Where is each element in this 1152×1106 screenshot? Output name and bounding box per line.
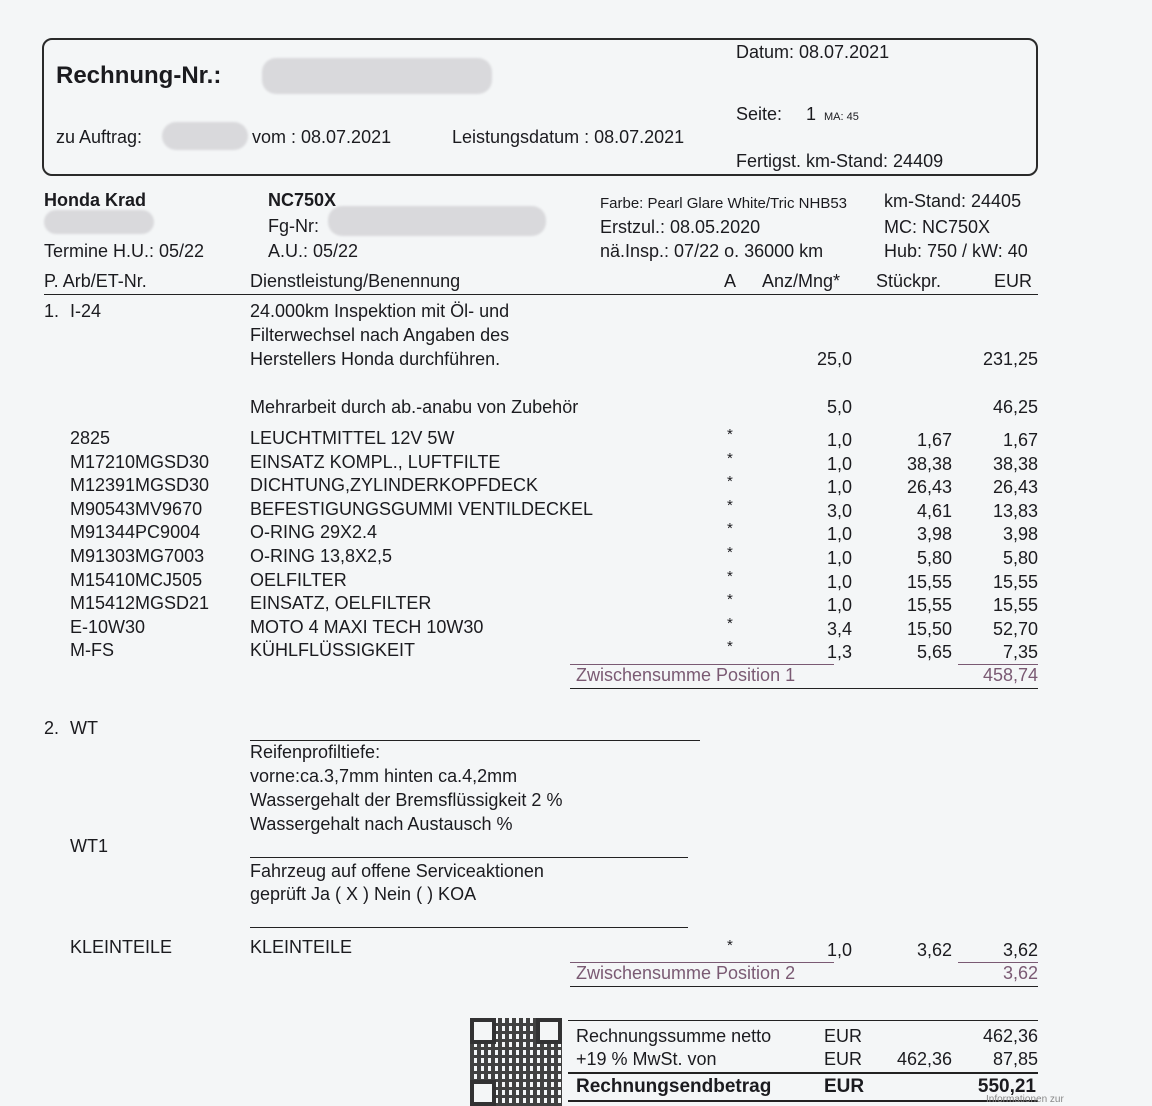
vat-amount: 87,85 (992, 1049, 1038, 1069)
pos1-extra-desc: Mehrarbeit durch ab.-anabu von Zubehör (250, 397, 579, 417)
service-date: Leistungsdatum : 08.07.2021 (452, 127, 685, 147)
part-number: M91344PC9004 (70, 522, 201, 542)
service-action-line: Fahrzeug auf offene Serviceaktionen (250, 861, 544, 881)
invoice-date: Datum: 08.07.2021 (736, 42, 890, 62)
subtotal1-bottom-rule (570, 688, 1038, 689)
part-number: M-FS (70, 640, 114, 660)
pos2-line: Reifenprofiltiefe: (250, 742, 381, 762)
page-number: 1 (806, 104, 817, 124)
next-inspection: nä.Insp.: 07/22 o. 36000 km (600, 241, 824, 261)
part-unit-price: 38,38 (906, 454, 952, 474)
part-unit-price: 4,61 (916, 501, 952, 521)
grand-total-currency: EUR (824, 1076, 865, 1097)
pos1-desc-line: Herstellers Honda durchführen. (250, 349, 501, 369)
pos1-quantity: 25,0 (816, 349, 852, 369)
small-parts-amount: 3,62 (1002, 940, 1038, 960)
part-description: MOTO 4 MAXI TECH 10W30 (250, 617, 484, 637)
totals-top-rule (568, 1020, 1038, 1021)
part-unit-price: 15,50 (906, 619, 952, 639)
part-marker: * (727, 591, 733, 608)
small-parts-unit-price: 3,62 (916, 940, 952, 960)
completion-mileage: Fertigst. km-Stand: 24409 (736, 151, 944, 171)
col-position: P. Arb/ET-Nr. (44, 271, 147, 291)
part-number: M12391MGSD30 (70, 475, 210, 495)
grand-total-amount: 550,21 (977, 1076, 1036, 1097)
col-unit-price: Stückpr. (876, 271, 942, 291)
order-label: zu Auftrag: (56, 127, 143, 147)
col-eur: EUR (994, 271, 1033, 291)
service-rule (250, 927, 688, 928)
grand-total-label: Rechnungsendbetrag (576, 1076, 772, 1097)
small-parts-number: KLEINTEILE (70, 937, 173, 957)
small-parts-quantity: 1,0 (826, 940, 852, 960)
vat-label: +19 % MwSt. von (576, 1049, 717, 1069)
part-description: LEUCHTMITTEL 12V 5W (250, 428, 455, 448)
part-amount: 1,67 (1002, 430, 1038, 450)
part-amount: 15,55 (992, 572, 1038, 592)
vehicle-color: Farbe: Pearl Glare White/Tric NHB53 (600, 195, 848, 212)
part-unit-price: 5,80 (916, 548, 952, 568)
net-total-currency: EUR (824, 1026, 863, 1046)
au-deadline: A.U.: 05/22 (268, 241, 359, 261)
part-unit-price: 3,98 (916, 524, 952, 544)
mileage: km-Stand: 24405 (884, 191, 1022, 211)
pos2-line: vorne:ca.3,7mm hinten ca.4,2mm (250, 766, 518, 786)
part-description: O-RING 13,8X2,5 (250, 546, 393, 566)
part-amount: 13,83 (992, 501, 1038, 521)
redacted-chassis-number (328, 206, 546, 236)
part-quantity: 1,0 (826, 430, 852, 450)
subtotal2-amount: 3,62 (1002, 963, 1038, 983)
part-quantity: 1,0 (826, 572, 852, 592)
wt1-code: WT1 (70, 836, 108, 856)
part-quantity: 1,0 (826, 524, 852, 544)
first-registration: Erstzul.: 08.05.2020 (600, 217, 761, 237)
chassis-number-label: Fg-Nr: (268, 216, 319, 236)
qr-finder-icon (536, 1018, 562, 1044)
displacement-power: Hub: 750 / kW: 40 (884, 241, 1028, 261)
part-amount: 5,80 (1002, 548, 1038, 568)
page-label: Seite: (736, 104, 783, 124)
pos1-extra-amount: 46,25 (992, 397, 1038, 417)
qr-finder-icon (470, 1018, 496, 1044)
part-marker: * (727, 426, 733, 443)
part-unit-price: 1,67 (916, 430, 952, 450)
part-description: KÜHLFLÜSSIGKEIT (250, 640, 416, 660)
part-marker: * (727, 638, 733, 655)
redacted-order-number (162, 122, 248, 150)
pos1-amount: 231,25 (982, 349, 1038, 369)
order-date: vom : 08.07.2021 (252, 127, 392, 147)
vat-currency: EUR (824, 1049, 863, 1069)
pos2-rule (250, 740, 700, 741)
small-parts-marker: * (727, 937, 733, 954)
pos1-desc-line: Filterwechsel nach Angaben des (250, 325, 510, 345)
part-unit-price: 15,55 (906, 595, 952, 615)
part-quantity: 1,0 (826, 548, 852, 568)
subtotal1-label: Zwischensumme Position 1 (576, 665, 796, 685)
part-marker: * (727, 473, 733, 490)
pos1-desc-line: 24.000km Inspektion mit Öl- und (250, 301, 510, 321)
pos2-line: Wassergehalt nach Austausch % (250, 814, 513, 834)
col-quantity: Anz/Mng* (762, 271, 841, 291)
footer-note: Informationen zur (986, 1094, 1064, 1105)
part-quantity: 3,4 (826, 619, 852, 639)
pos1-number: 1. (44, 301, 60, 321)
pos2-number: 2. (44, 718, 60, 738)
part-quantity: 1,0 (826, 595, 852, 615)
pos1-extra-quantity: 5,0 (826, 397, 852, 417)
part-description: EINSATZ KOMPL., LUFTFILTE (250, 452, 501, 472)
part-amount: 26,43 (992, 477, 1038, 497)
qr-finder-icon (470, 1080, 496, 1106)
redacted-owner (44, 210, 154, 234)
header-divider (44, 294, 1038, 295)
part-marker: * (727, 568, 733, 585)
qr-code (470, 1018, 562, 1106)
part-marker: * (727, 497, 733, 514)
part-quantity: 1,0 (826, 454, 852, 474)
part-number: M15412MGSD21 (70, 593, 210, 613)
part-marker: * (727, 615, 733, 632)
vat-base: 462,36 (896, 1049, 952, 1069)
part-marker: * (727, 520, 733, 537)
service-action-line: geprüft Ja ( X ) Nein ( ) KOA (250, 884, 477, 904)
pos2-line: Wassergehalt der Bremsflüssigkeit 2 % (250, 790, 563, 810)
part-marker: * (727, 544, 733, 561)
col-a: A (724, 271, 737, 291)
part-description: O-RING 29X2.4 (250, 522, 378, 542)
part-marker: * (727, 450, 733, 467)
part-amount: 15,55 (992, 595, 1038, 615)
hu-deadline: Termine H.U.: 05/22 (44, 241, 205, 261)
part-amount: 52,70 (992, 619, 1038, 639)
totals-divider (568, 1072, 1038, 1074)
redacted-invoice-number (262, 58, 492, 94)
invoice-title: Rechnung-Nr.: (56, 62, 222, 89)
small-parts-desc: KLEINTEILE (250, 937, 353, 957)
part-description: EINSATZ, OELFILTER (250, 593, 432, 613)
grand-total-underline (568, 1100, 1038, 1102)
part-number: M91303MG7003 (70, 546, 205, 566)
mc-model: MC: NC750X (884, 217, 991, 237)
part-description: OELFILTER (250, 570, 347, 590)
col-description: Dienstleistung/Benennung (250, 271, 461, 291)
ma-code: MA: 45 (824, 111, 859, 123)
part-unit-price: 5,65 (916, 642, 952, 662)
subtotal2-bottom-rule (570, 986, 1038, 987)
vehicle-model: NC750X (268, 190, 337, 210)
part-number: M17210MGSD30 (70, 452, 210, 472)
part-quantity: 1,3 (826, 642, 852, 662)
subtotal2-label: Zwischensumme Position 2 (576, 963, 796, 983)
vehicle-make: Honda Krad (44, 190, 147, 210)
net-total-label: Rechnungssumme netto (576, 1026, 772, 1046)
part-amount: 7,35 (1002, 642, 1038, 662)
part-description: BEFESTIGUNGSGUMMI VENTILDECKEL (250, 499, 594, 519)
part-quantity: 1,0 (826, 477, 852, 497)
part-amount: 3,98 (1002, 524, 1038, 544)
part-number: M90543MV9670 (70, 499, 203, 519)
part-number: E-10W30 (70, 617, 146, 637)
pos1-code: I-24 (70, 301, 102, 321)
part-description: DICHTUNG,ZYLINDERKOPFDECK (250, 475, 539, 495)
part-unit-price: 15,55 (906, 572, 952, 592)
part-quantity: 3,0 (826, 501, 852, 521)
part-unit-price: 26,43 (906, 477, 952, 497)
subtotal1-amount: 458,74 (982, 665, 1038, 685)
part-number: M15410MCJ505 (70, 570, 203, 590)
part-number: 2825 (70, 428, 111, 448)
wt1-rule (250, 857, 688, 858)
pos2-code: WT (70, 718, 98, 738)
net-total-amount: 462,36 (982, 1026, 1038, 1046)
part-amount: 38,38 (992, 454, 1038, 474)
